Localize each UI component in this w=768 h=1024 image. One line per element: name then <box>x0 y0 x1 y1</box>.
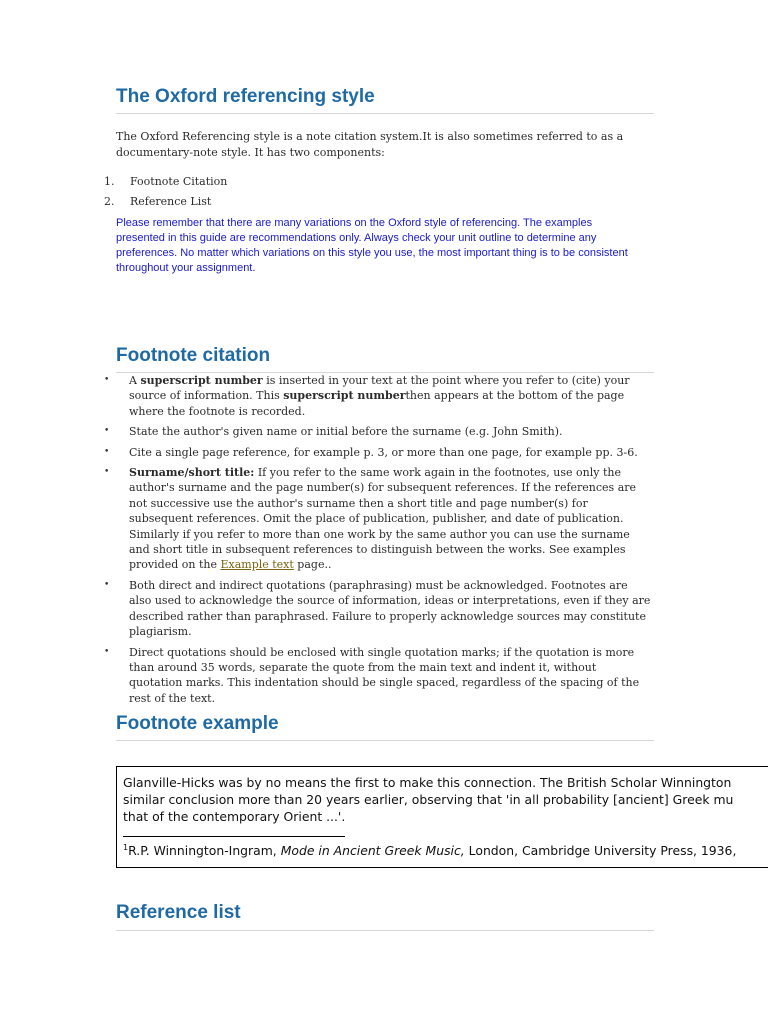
list-item: • Surname/short title: If you refer to the same work again in the footnotes, use only the author's surname and the page number(s) for subsequent references. If the references are not successive use the author's surname then a short title and page number(s) for subsequent references. Omit the place of publication, publisher, and date of publication. Similarly if you refer to more than one work by the same author you can use the surname and short title in subsequent references to distinguish between the works. See examples provided on the Example text page.. <box>104 466 637 572</box>
heading-divider <box>116 113 654 114</box>
footnote-separator <box>123 836 345 837</box>
list-item: 2. Reference List <box>104 195 212 208</box>
section-title-footnote-citation: Footnote citation <box>116 345 271 366</box>
list-item: • Both direct and indirect quotations (paraphrasing) must be acknowledged. Footnotes are also used to acknowledge the source of information, ideas or interpretations, even if they are described rather than paraphrased. Failure to properly acknowledge sources may constitute plagiarism. <box>104 578 651 639</box>
intro-paragraph: The Oxford Referencing style is a note citation system.It is also sometimes referred to as a documentary-note style. It has two components: <box>116 130 624 159</box>
example-text-link[interactable]: Example text <box>220 558 294 572</box>
bullet-icon: • <box>104 426 110 437</box>
bullet-icon: • <box>104 646 110 657</box>
bullet-icon: • <box>104 467 110 478</box>
list-item: • State the author's given name or initial before the surname (e.g. John Smith). <box>104 425 563 439</box>
section-title-footnote-example: Footnote example <box>116 713 279 734</box>
bullet-icon: • <box>104 375 110 385</box>
example-body-text: Glanville-Hicks was by no means the first to make this connection. The British Scholar Winnington similar conclusion more than 20 years earlier, observing that 'in all probability [ancient] Greek mu that of the contemporary Orient ...'. <box>123 775 734 824</box>
footnote-example-box <box>116 766 768 868</box>
citation-rules-list <box>104 373 652 711</box>
heading-divider <box>116 930 654 931</box>
bullet-icon: • <box>104 446 110 457</box>
list-item: • Cite a single page reference, for example p. 3, or more than one page, for example pp. 3-6. <box>104 445 638 459</box>
components-list <box>104 172 227 212</box>
page-title: The Oxford referencing style <box>116 86 375 107</box>
list-item: • A superscript number is inserted in your text at the point where you refer to (cite) your source of information. This superscript numberthen appears at the bottom of the page where the footnote is recorded. <box>104 374 630 418</box>
variations-note: Please remember that there are many variations on the Oxford style of referencing. The examples presented in this guide are recommendations only. Always check your unit outline to determine any preferences. No matter which variations on this style you use, the most important thing is to be consistent throughout your assignment. <box>116 217 628 274</box>
footnote-number: 1 <box>123 843 129 852</box>
bullet-icon: • <box>104 579 110 590</box>
heading-divider <box>116 740 654 741</box>
section-title-reference-list: Reference list <box>116 902 241 923</box>
list-item: • Direct quotations should be enclosed with single quotation marks; if the quotation is more than around 35 words, separate the quote from the main text and indent it, without quotation marks. This indentation should be single spaced, regardless of the spacing of the rest of the text. <box>104 645 640 705</box>
list-item: 1. Footnote Citation <box>104 175 228 188</box>
footnote-text: $^1$R.P. Winnington-Ingram, Mode in Ancient Greek Music, London, Cambridge University Press, 1936, <box>123 843 737 859</box>
